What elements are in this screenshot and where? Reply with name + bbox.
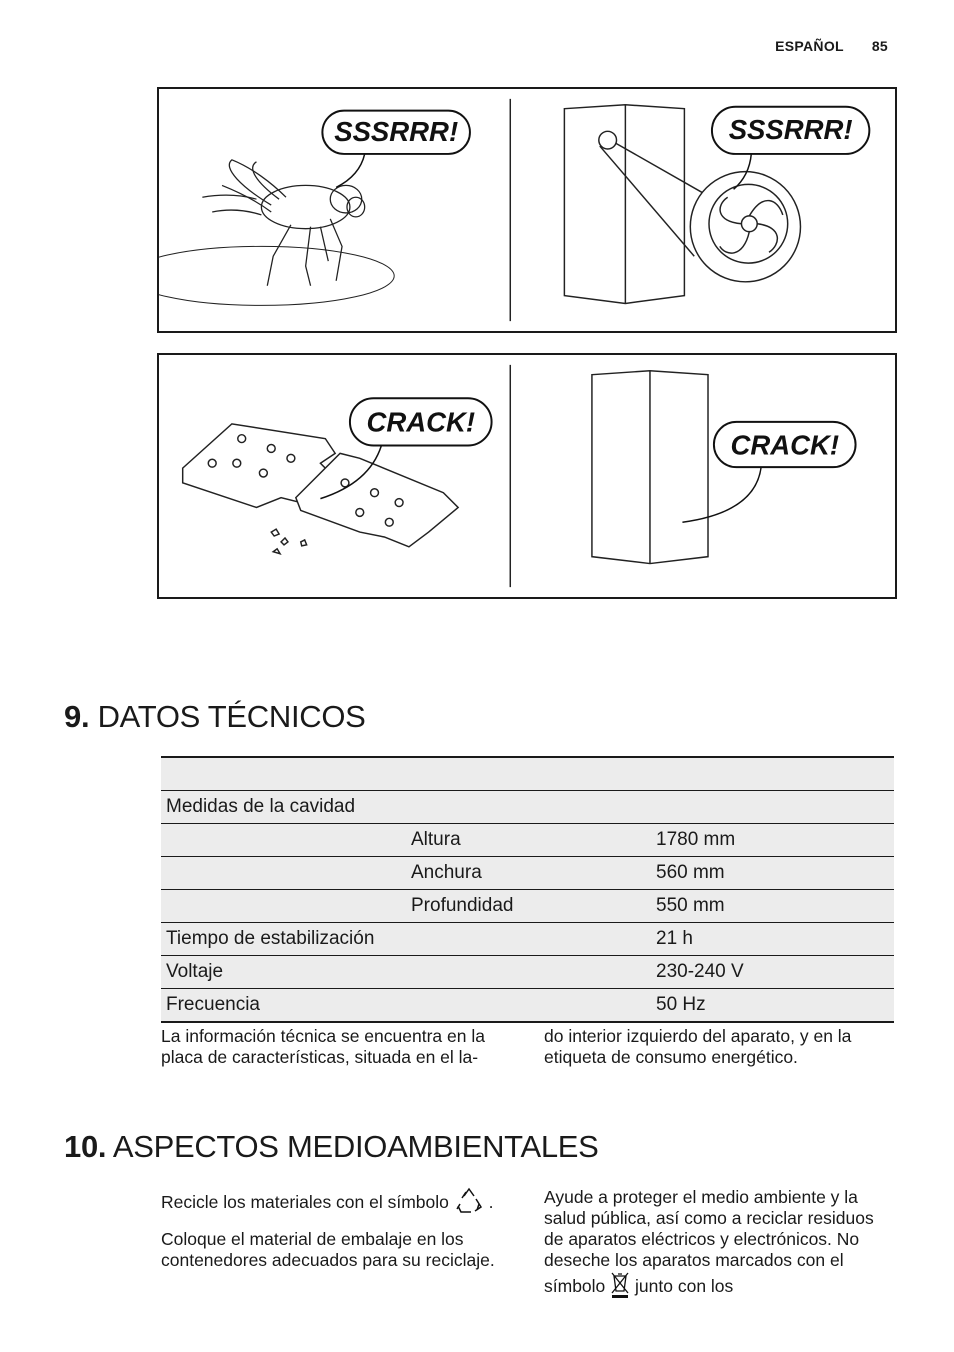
sound-label-top-right: SSSRRR! — [728, 114, 853, 146]
weee-paragraph: Ayude a proteger el medio ambiente y la salud pública, así como a reciclar residuos de aparatos eléctricos y electrónicos. No deseche los aparatos marcados con el símbolo junto con los — [544, 1187, 894, 1304]
table-cell: 1780 mm — [651, 824, 894, 857]
table-cell — [651, 791, 894, 824]
table-row — [161, 857, 894, 890]
section-10-number: 10. — [64, 1129, 107, 1164]
table-row — [161, 956, 894, 989]
table-row — [161, 890, 894, 923]
table-cell: Anchura — [406, 857, 651, 890]
table-cell — [406, 956, 651, 989]
packaging-paragraph: Coloque el material de embalaje en los contenedores adecuados para su reciclaje. — [161, 1229, 495, 1270]
header-language: ESPAÑOL — [775, 38, 844, 54]
table-cell — [161, 857, 406, 890]
table-row — [161, 791, 894, 824]
table-cell: Voltaje — [161, 956, 406, 989]
section-10-heading — [64, 1129, 599, 1165]
recycle-icon — [454, 1187, 484, 1220]
technical-note-left: La información técnica se encuentra en la placa de características, situada en el la- — [161, 1026, 485, 1067]
table-cell: 21 h — [651, 923, 894, 956]
table-cell: Medidas de la cavidad — [161, 791, 406, 824]
header-page-number: 85 — [871, 38, 888, 54]
section-9-title: DATOS TÉCNICOS — [97, 699, 366, 734]
table-cell — [406, 989, 651, 1023]
page-header — [751, 38, 888, 54]
table-row — [161, 757, 894, 791]
table-cell — [406, 791, 651, 824]
fly-drawing — [159, 160, 394, 306]
crossed-bin-icon — [610, 1271, 630, 1304]
illustration-noise-panel — [157, 87, 897, 333]
table-cell — [161, 890, 406, 923]
table-cell — [406, 757, 651, 791]
illustration-crack-panel — [157, 353, 897, 599]
table-cell: 560 mm — [651, 857, 894, 890]
fridge-drawing — [592, 371, 708, 564]
table-cell — [406, 923, 651, 956]
table-cell: Altura — [406, 824, 651, 857]
table-row — [161, 989, 894, 1023]
technical-note-right: do interior izquierdo del aparato, y en la etiqueta de consumo energético. — [544, 1026, 852, 1067]
table-cell: Tiempo de estabilización — [161, 923, 406, 956]
recycle-paragraph: Recicle los materiales con el símbolo . — [161, 1187, 521, 1220]
table-cell — [651, 757, 894, 791]
section-10-title: ASPECTOS MEDIOAMBIENTALES — [112, 1129, 599, 1164]
sound-label-bottom-right: CRACK! — [730, 429, 840, 461]
table-cell: 230-240 V — [651, 956, 894, 989]
noise-illustration — [159, 89, 895, 331]
table-row — [161, 824, 894, 857]
table-cell: 50 Hz — [651, 989, 894, 1023]
table-cell — [161, 757, 406, 791]
environment-right-column — [544, 1187, 894, 1313]
table-cell: Frecuencia — [161, 989, 406, 1023]
sound-label-bottom-left: CRACK! — [366, 406, 476, 438]
table-cell: Profundidad — [406, 890, 651, 923]
section-9-number: 9. — [64, 699, 90, 734]
sound-label-top-left: SSSRRR! — [334, 116, 459, 148]
table-cell — [161, 824, 406, 857]
table-row — [161, 923, 894, 956]
table-cell: 550 mm — [651, 890, 894, 923]
speech-bubble-top-left — [322, 111, 470, 188]
crack-illustration — [159, 355, 895, 597]
technical-data-table — [161, 756, 894, 1023]
section-9-heading — [64, 699, 366, 735]
environment-left-column — [161, 1187, 521, 1280]
